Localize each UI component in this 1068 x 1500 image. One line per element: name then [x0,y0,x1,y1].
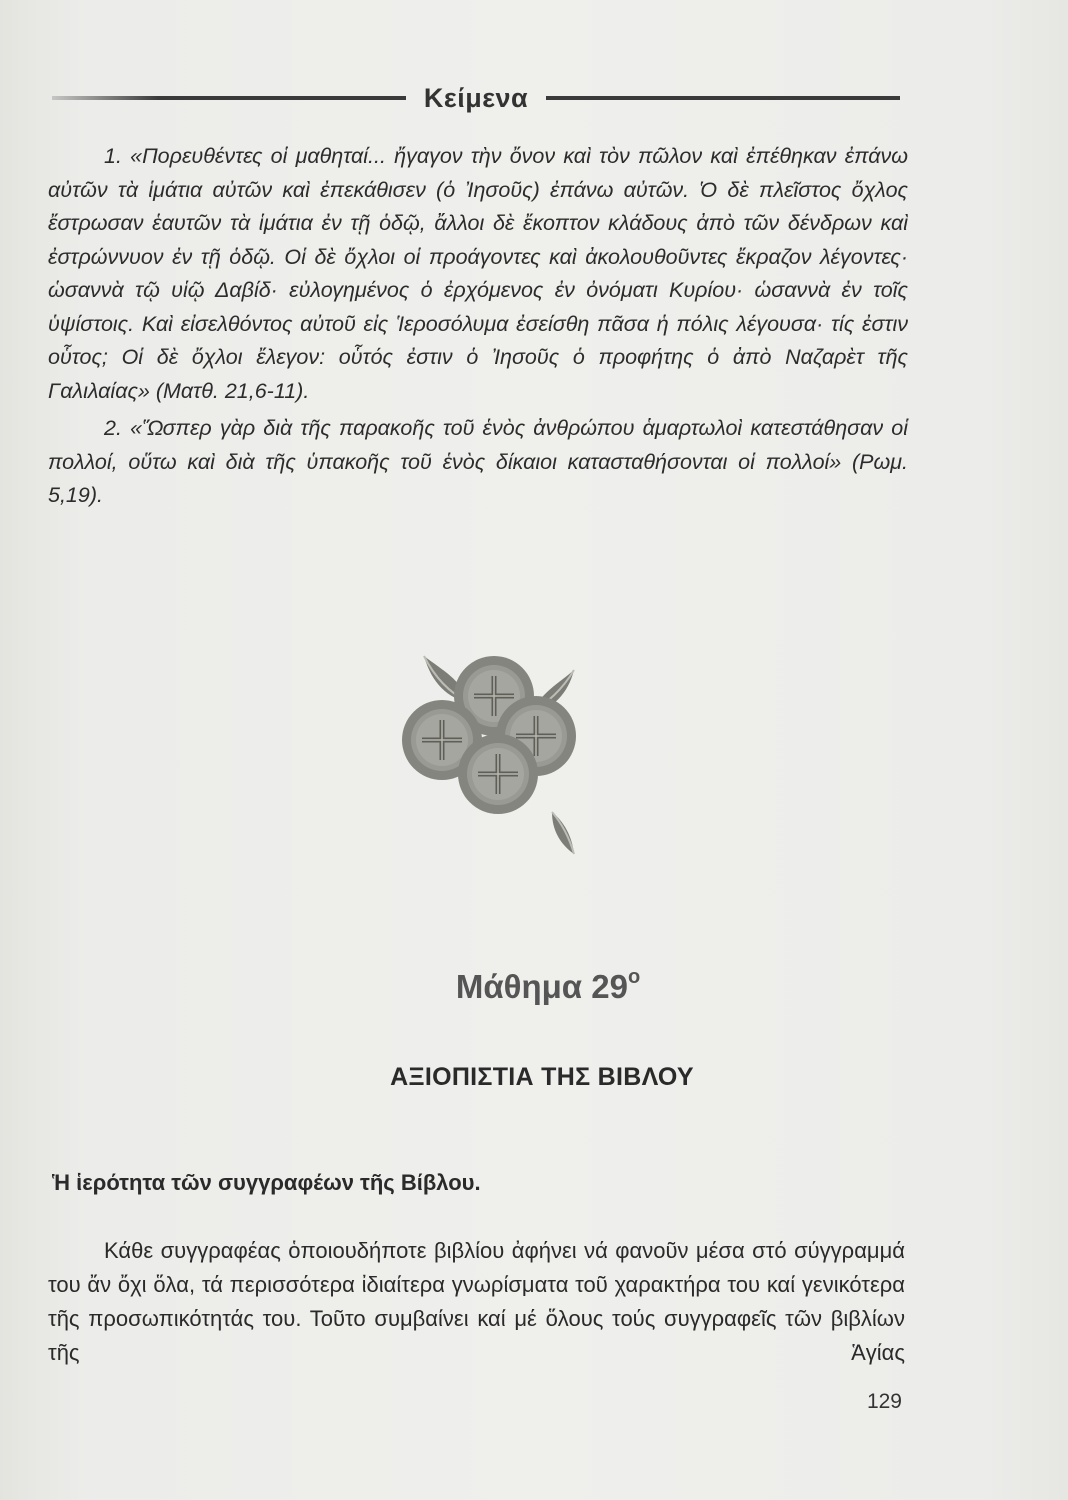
page-number: 129 [866,1390,902,1413]
subheading: Ἡ ἱερότητα τῶν συγγραφέων τῆς Βίβλου. [52,1170,481,1195]
cross-flower-ornament [402,640,592,860]
excerpt-2: 2. «Ὥσπερ γὰρ διὰ τῆς παρακοῆς τοῦ ἑνὸς ἀνθρώπου ἁμαρτωλοὶ κατεστάθησαν οἱ πολλοί, οὕτω καὶ διὰ τῆς ὑπακοῆς τοῦ ἑνὸς δίκαιοι κατασταθήσονται οἱ πολλοί» (Ρωμ. 5,19). [48,416,908,507]
lesson-label: Μάθημα 29 [455,968,628,1005]
section-title: Κείμενα [423,82,529,113]
scripture-excerpts [48,140,908,517]
header-rule-left [52,96,406,100]
lesson-number [0,968,1068,1006]
lesson-ordinal: ο [627,966,641,988]
header-rule-right [546,96,900,100]
chapter-title: ΑΞΙΟΠΙΣΤΙΑ ΤΗΣ ΒΙΒΛΟΥ [390,1063,694,1091]
excerpt-1: 1. «Πορευθέντες οἱ μαθηταί... ἤγαγον τὴν ὄνον καὶ τὸν πῶλον καὶ ἐπέθηκαν ἐπάνω αὐτῶν τὰ ἱμάτια αὐτῶν καὶ ἐπεκάθισεν (ὁ Ἰησοῦς) ἐπάνω αὐτῶν. Ὁ δὲ πλεῖστος ὄχλος ἔστρωσαν ἑαυτῶν τὰ ἱμάτια ἐν τῇ ὁδῷ, ἄλλοι δὲ ἔκοπτον κλάδους ἀπὸ τῶν δένδρων καὶ ἐστρώννυον ἐν τῇ ὁδῷ. Οἱ δὲ ὄχλοι οἱ προάγοντες καὶ ἀκολουθοῦντες ἔκραζον λέγοντες· ὡσαννὰ τῷ υἱῷ Δαβίδ· εὐλογημένος ὁ ἐρχόμενος ἐν ὀνόματι Κυρίου· ὡσαννὰ ἐν τοῖς ὑψίστοις. Καὶ εἰσελθόντος αὐτοῦ εἰς Ἱεροσόλυμα ἐσείσθη πᾶσα ἡ πόλις λέγουσα· τίς ἐστιν οὗτος; Οἱ δὲ ὄχλοι ἔλεγον: οὗτός ἐστιν ὁ Ἰησοῦς ὁ προφήτης ὁ ἀπὸ Ναζαρὲτ τῆς Γαλιλαίας» (Ματθ. 21,6-11). [48,144,908,403]
body-paragraph: Κάθε συγγραφέας ὁποιουδήποτε βιβλίου ἀφήνει νά φανοῦν μέσα στό σύγγραμμά του ἄν ὄχι ὅλα, τά περισσότερα ἰδιαίτερα γνωρίσματα τοῦ χαρακτήρα του καί γενικότερα τῆς προσωπικότητάς του. Τοῦτο συμβαίνει καί μέ ὅλους τούς συγγραφεῖς τῶν βιβλίων τῆς Ἁγίας [48,1238,905,1365]
section-header [52,78,900,118]
